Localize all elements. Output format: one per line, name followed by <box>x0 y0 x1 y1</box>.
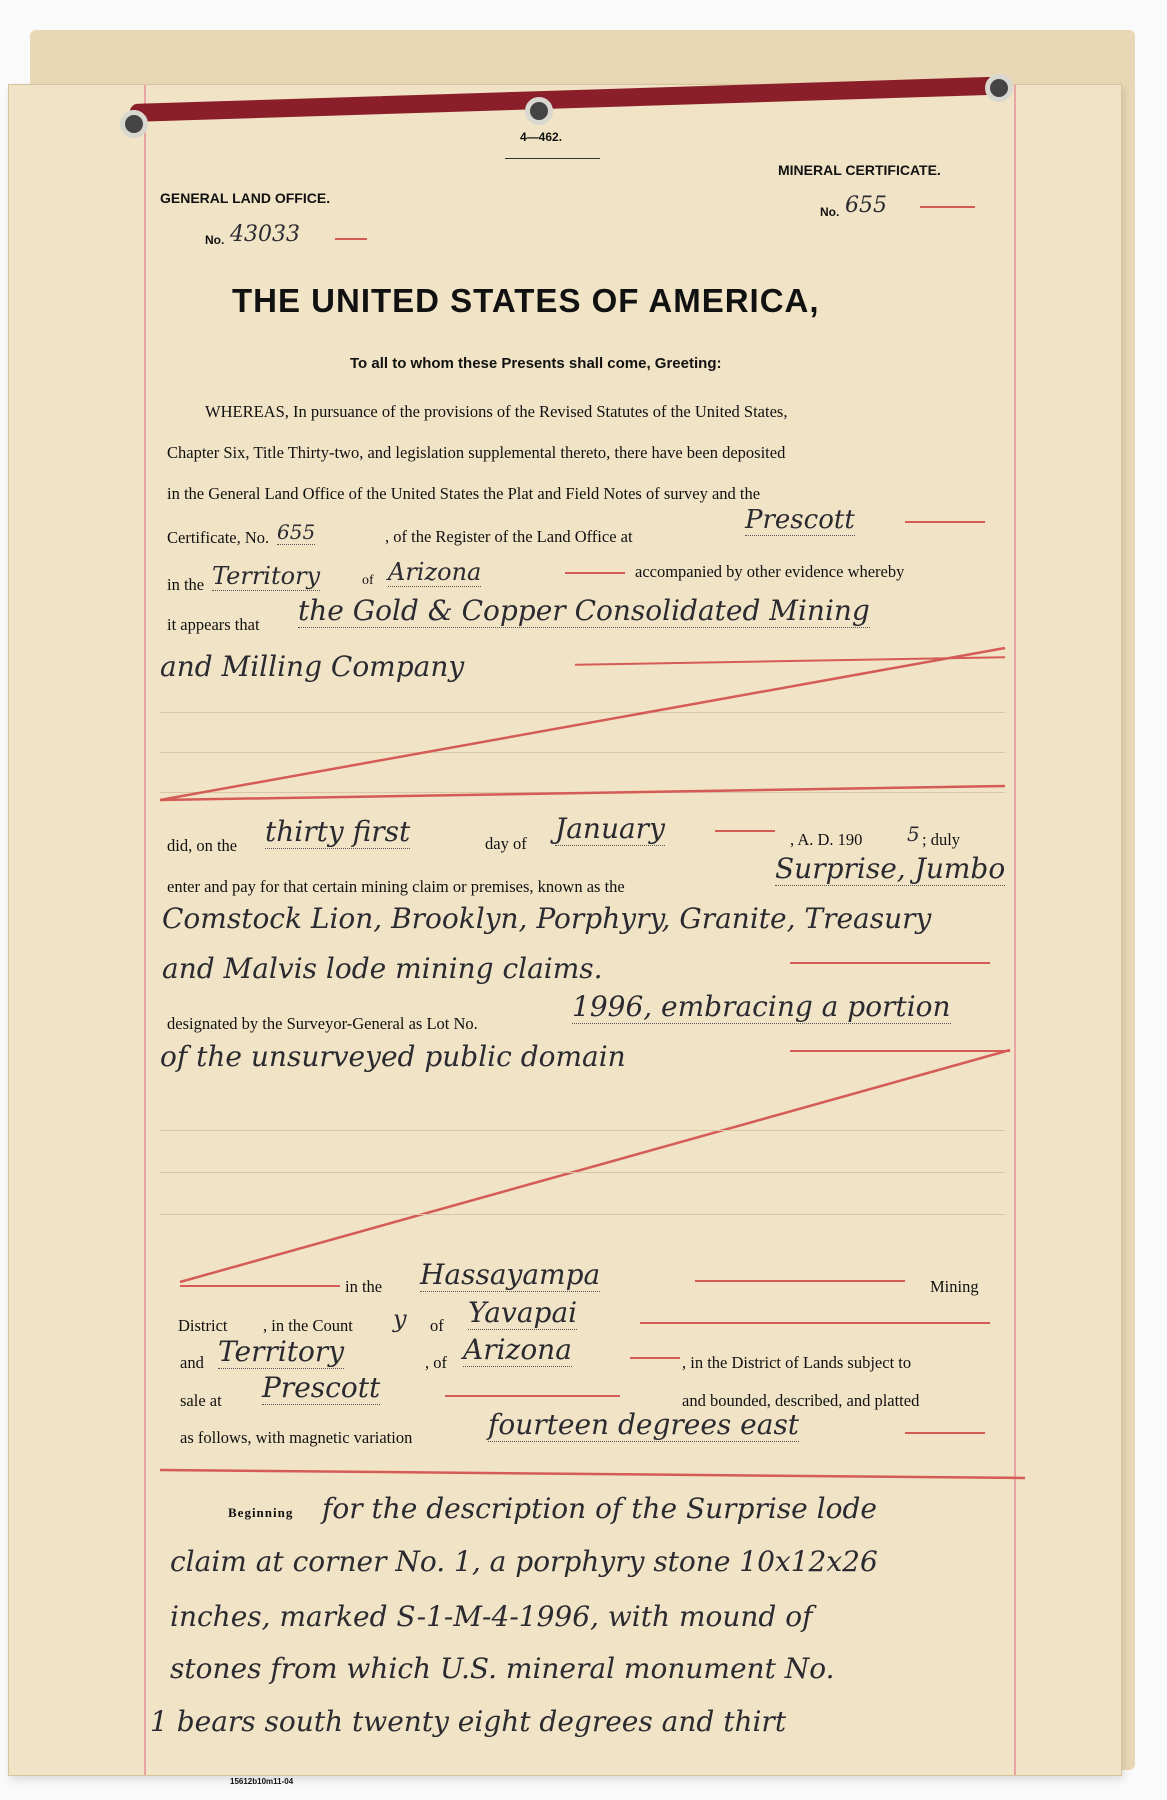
county-hand: Yavapai <box>468 1296 578 1329</box>
state-hand-2: Arizona <box>463 1333 572 1366</box>
district-hand: Hassayampa <box>420 1258 601 1291</box>
para1-line4-b: , of the Register of the Land Office at <box>385 527 633 546</box>
lot-hand: 1996, embracing a portion <box>572 990 951 1023</box>
strike-bottom-1 <box>160 786 1005 800</box>
para1-line5-b: accompanied by other evidence whereby <box>635 562 905 581</box>
district-lands-label: , in the District of Lands subject to <box>682 1353 912 1372</box>
para1-line5-a: in the <box>167 575 205 594</box>
month-redline <box>715 830 775 832</box>
district-redline <box>695 1280 905 1282</box>
variation-redline <box>905 1432 985 1434</box>
blank-line <box>160 1214 1005 1215</box>
footer-print-code: 15612b10m11-04 <box>230 1777 294 1786</box>
description-hand-2: claim at corner No. 1, a porphyry stone 10x12x26 <box>170 1545 878 1578</box>
public-domain-hand: of the unsurveyed public domain <box>160 1040 626 1073</box>
diagonal-strike-2 <box>180 1050 1010 1282</box>
county-suffix-hand: y <box>393 1305 407 1333</box>
territory-hand-2: Territory <box>218 1335 345 1368</box>
day-hand: thirty first <box>265 815 411 848</box>
sale-office-hand: Prescott <box>262 1371 381 1404</box>
claims-hand-2: Comstock Lion, Brooklyn, Porphyry, Granite, Treasury <box>162 902 932 935</box>
description-hand-5: 1 bears south twenty eight degrees and thirt <box>150 1705 787 1738</box>
designated-line: designated by the Surveyor-General as Lot No. <box>167 1014 478 1033</box>
description-hand-1: for the description of the Surprise lode <box>322 1492 877 1525</box>
enter-pay-line: enter and pay for that certain mining claim or premises, known as the <box>167 877 625 896</box>
diagonal-strike-1 <box>160 648 1005 800</box>
of-label-2: , of <box>425 1353 447 1372</box>
description-hand-4: stones from which U.S. mineral monument No. <box>170 1652 835 1685</box>
mining-label: Mining <box>930 1277 979 1296</box>
document-title: THE UNITED STATES OF AMERICA, <box>232 282 820 319</box>
did-on-the: did, on the <box>167 836 238 855</box>
district-lead-redline <box>180 1285 340 1287</box>
para1-line3: in the General Land Office of the United States the Plat and Field Notes of survey and the <box>167 484 761 503</box>
company-hand-1: the Gold & Copper Consolidated Mining <box>298 594 870 627</box>
district-label: District <box>178 1316 228 1335</box>
right-no-prefix: No. <box>820 205 840 219</box>
ad-label: , A. D. 190 <box>790 830 863 849</box>
claims-hand-3: and Malvis lode mining claims. <box>162 952 603 985</box>
year-digit-hand: 5 <box>907 822 920 846</box>
county-of-label: of <box>430 1316 444 1335</box>
duly-label: ; duly <box>922 830 961 849</box>
county-redline <box>640 1322 990 1324</box>
claims-hand-1: Surprise, Jumbo <box>775 852 1006 885</box>
form-number: 4—462. <box>520 130 563 144</box>
in-county-label: , in the Count <box>263 1316 353 1335</box>
para1-line1: WHEREAS, In pursuance of the provisions of the Revised Statutes of the United States, <box>205 402 788 421</box>
description-hand-3: inches, marked S-1-M-4-1996, with mound of <box>170 1600 813 1633</box>
general-land-office-label: GENERAL LAND OFFICE. <box>160 190 331 206</box>
state-redline-2 <box>630 1357 680 1359</box>
para1-line6-a: it appears that <box>167 615 260 634</box>
land-office-hand: Prescott <box>745 505 855 535</box>
mineral-cert-number: 655 <box>845 193 887 218</box>
sale-at-label: sale at <box>180 1391 222 1410</box>
company-hand-2: and Milling Company <box>160 650 465 683</box>
left-serial-number: 43033 <box>230 222 300 247</box>
para1-line4-a: Certificate, No. <box>167 528 270 547</box>
month-hand: January <box>555 812 665 845</box>
beginning-label: Beginning <box>228 1505 294 1520</box>
section-rule <box>160 1470 1025 1478</box>
in-the-district: in the <box>345 1277 383 1296</box>
as-follows-label: as follows, with magnetic variation <box>180 1428 413 1447</box>
para1-line2: Chapter Six, Title Thirty-two, and legislation supplemental thereto, there have been deposited <box>167 443 786 462</box>
domain-redline <box>790 1050 1010 1052</box>
claims-redline <box>790 962 990 964</box>
cert-number-hand: 655 <box>277 520 316 544</box>
arizona-hand: Arizona <box>388 558 482 586</box>
territory-hand: Territory <box>212 562 321 590</box>
greeting-line: To all to whom these Presents shall come, Greeting: <box>350 355 722 372</box>
variation-hand: fourteen degrees east <box>488 1408 800 1441</box>
para1-line5-of: of <box>362 573 374 588</box>
blank-line <box>160 1172 1005 1173</box>
sale-redline <box>445 1395 620 1397</box>
bounded-label: and bounded, described, and platted <box>682 1391 920 1410</box>
blank-line <box>160 1130 1005 1131</box>
left-no-prefix: No. <box>205 233 225 247</box>
and-label: and <box>180 1353 204 1372</box>
day-of: day of <box>485 834 527 853</box>
mineral-certificate-label: MINERAL CERTIFICATE. <box>778 162 941 178</box>
